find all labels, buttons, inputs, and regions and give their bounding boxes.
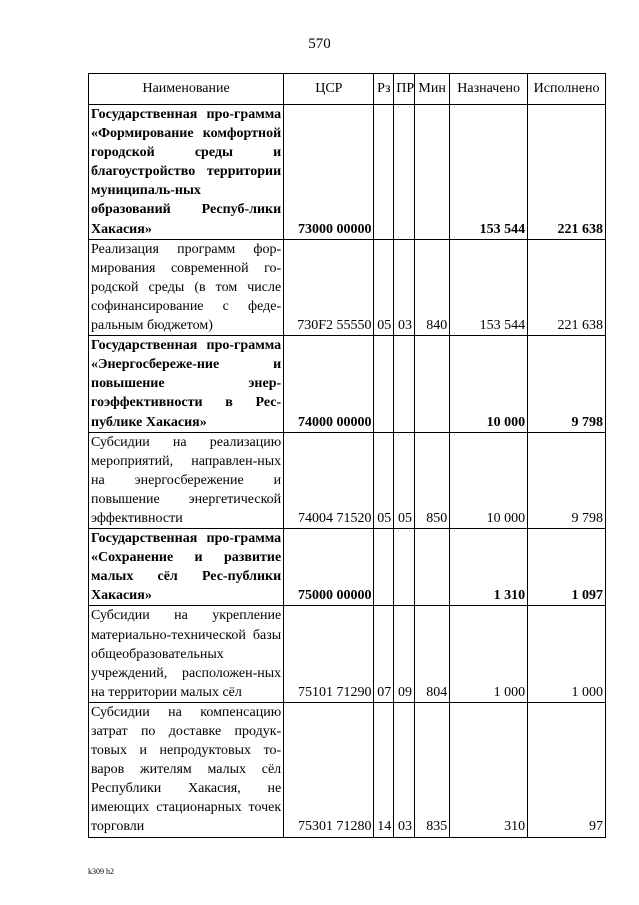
row-csr: 73000 00000 — [284, 105, 374, 240]
row-name: Государственная про-грамма «Сохранение и развитие малых сёл Рес-публики Хакасия» — [89, 529, 284, 606]
row-min: 840 — [414, 239, 449, 335]
row-name: Реализация программ фор-мирования современной го-родской среды (в том числе софинансирование с феде-ральным бюджетом) — [89, 239, 284, 335]
row-name: Субсидии на реализацию мероприятий, направлен-ных на энергосбережение и повышение энергетической эффективности — [89, 432, 284, 528]
table-row — [89, 105, 606, 240]
budget-table — [88, 73, 606, 838]
row-min: 835 — [414, 702, 449, 837]
table-row — [89, 432, 606, 528]
row-executed: 221 638 — [528, 239, 606, 335]
row-min — [414, 105, 449, 240]
header-rz: Рз — [374, 74, 394, 105]
row-planned: 310 — [450, 702, 528, 837]
header-name: Наименование — [89, 74, 284, 105]
row-executed: 1 097 — [528, 529, 606, 606]
table-row — [89, 239, 606, 335]
header-pr: ПР — [394, 74, 415, 105]
row-executed: 9 798 — [528, 432, 606, 528]
row-pr — [394, 529, 415, 606]
row-rz: 05 — [374, 239, 394, 335]
row-rz — [374, 336, 394, 432]
row-executed: 97 — [528, 702, 606, 837]
row-planned: 153 544 — [450, 105, 528, 240]
table-row — [89, 606, 606, 702]
row-csr: 74004 71520 — [284, 432, 374, 528]
row-executed: 221 638 — [528, 105, 606, 240]
table-header-row — [89, 74, 606, 105]
table-row — [89, 702, 606, 837]
row-csr: 75101 71290 — [284, 606, 374, 702]
row-csr: 74000 00000 — [284, 336, 374, 432]
row-planned: 153 544 — [450, 239, 528, 335]
row-csr: 75301 71280 — [284, 702, 374, 837]
row-name: Государственная про-грамма «Формирование комфортной городской среды и благоустройство территории муниципаль-ных образований Респуб-лики Хакасия» — [89, 105, 284, 240]
row-min: 804 — [414, 606, 449, 702]
row-csr: 75000 00000 — [284, 529, 374, 606]
row-name: Государственная про-грамма «Энергосбереже-ние и повышение энер-гоэффективности в Рес-публике Хакасия» — [89, 336, 284, 432]
row-planned: 10 000 — [450, 336, 528, 432]
row-min: 850 — [414, 432, 449, 528]
row-executed: 9 798 — [528, 336, 606, 432]
row-min — [414, 529, 449, 606]
row-rz — [374, 105, 394, 240]
row-planned: 10 000 — [450, 432, 528, 528]
row-pr: 05 — [394, 432, 415, 528]
row-name: Субсидии на компенсацию затрат по доставке продук-товых и непродуктовых то-варов жителям малых сёл Республики Хакасия, не имеющих стационарных точек торговли — [89, 702, 284, 837]
footer-code: k309 h2 — [88, 867, 114, 876]
row-min — [414, 336, 449, 432]
header-csr: ЦСР — [284, 74, 374, 105]
row-rz: 14 — [374, 702, 394, 837]
row-pr — [394, 105, 415, 240]
row-executed: 1 000 — [528, 606, 606, 702]
page-number: 570 — [308, 36, 331, 52]
row-rz — [374, 529, 394, 606]
row-planned: 1 000 — [450, 606, 528, 702]
table-row — [89, 529, 606, 606]
header-executed: Исполнено — [528, 74, 606, 105]
row-pr: 09 — [394, 606, 415, 702]
header-min: Мин — [414, 74, 449, 105]
row-name: Субсидии на укрепление материально-технической базы общеобразовательных учреждений, расположен-ных на территории малых сёл — [89, 606, 284, 702]
row-csr: 730F2 55550 — [284, 239, 374, 335]
header-planned: Назначено — [450, 74, 528, 105]
row-pr: 03 — [394, 702, 415, 837]
table-row — [89, 336, 606, 432]
row-pr — [394, 336, 415, 432]
row-rz: 07 — [374, 606, 394, 702]
row-rz: 05 — [374, 432, 394, 528]
row-planned: 1 310 — [450, 529, 528, 606]
row-pr: 03 — [394, 239, 415, 335]
